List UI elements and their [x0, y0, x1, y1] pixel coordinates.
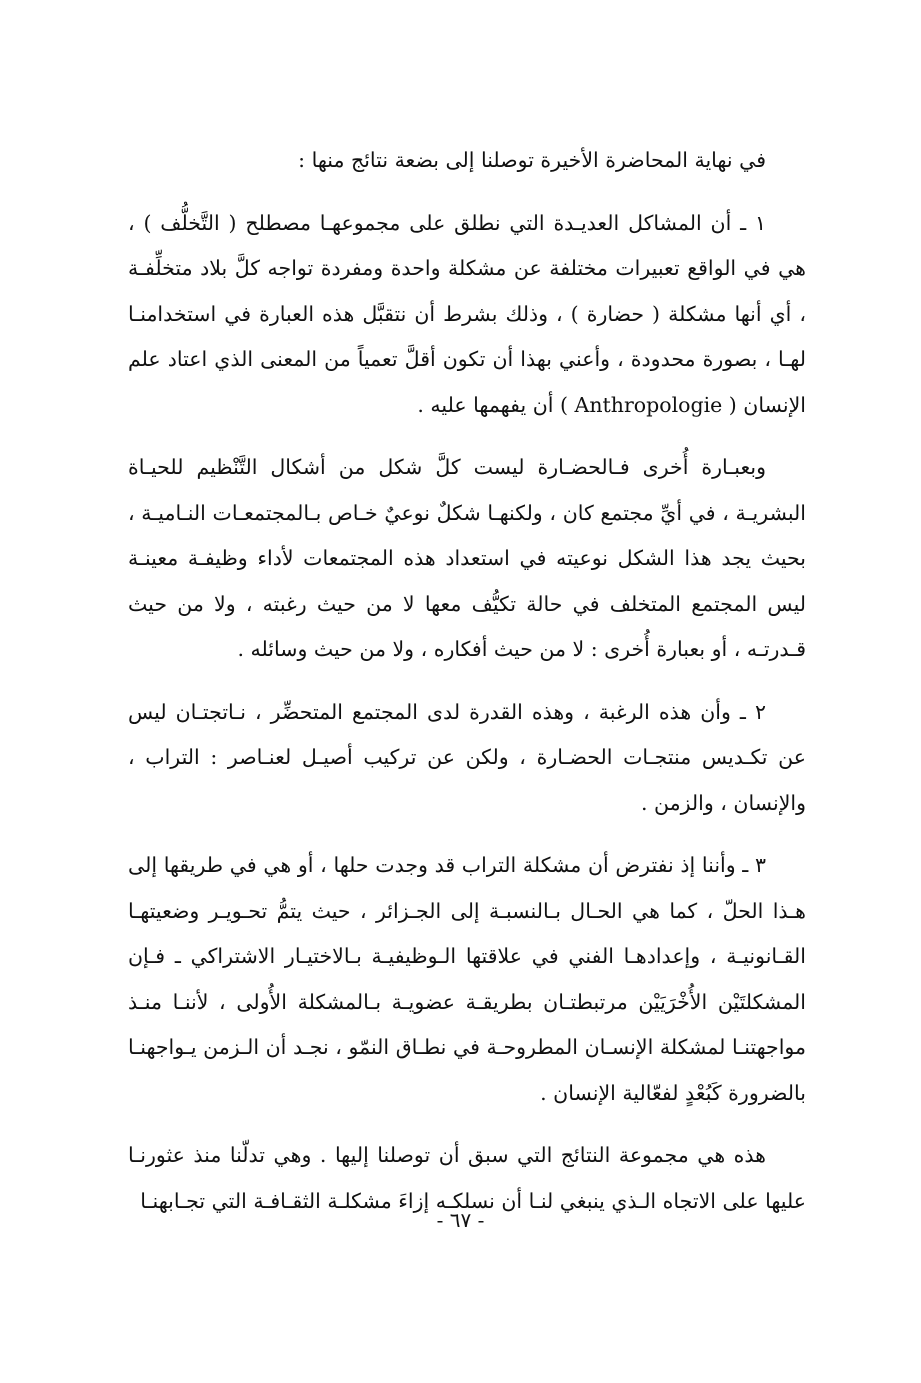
intro-line: في نهاية المحاضرة الأخيرة توصلنا إلى بضعة نتائج منها : [298, 148, 766, 172]
point-2-paragraph: ٢ ـ وأن هذه الرغبة ، وهذه القدرة لدى المجتمع المتحضِّر ، نـاتجتـان ليس عن تكـديس منتجـات الحضـارة ، ولكن عن تركيب أصيـل لعنـاصر : التراب ، والإنسان ، والزمن . [128, 699, 806, 815]
point-1-paragraph: ١ ـ أن المشاكل العديـدة التي نطلق على مجموعهـا مصطلح ( التَّخلُّف ) ، هي في الواقع تعبيرات مختلفة عن مشكلة واحدة ومفردة تواجه كلَّ بلاد متخلِّفـة ، أي أنها مشكلة ( حضارة ) ، وذلك بشرط أن نتقبَّل هذه العبارة في استخدامنـا لهـا ، بصورة محدودة ، وأعني بهذا أن تكون أقلَّ تعمياً من المعنى الذي اعتاد علم الإنسان ( Anthropologie ) أن يفهمها عليه . [128, 210, 806, 417]
body-text [128, 138, 806, 1224]
paragraph-2: وبعبـارة أُخرى فـالحضـارة ليست كلَّ شكل من أشكال التَّنْظيم للحيـاة البشريـة ، في أيِّ مجتمع كان ، ولكنهـا شكلٌ نوعيٌ خـاص بـالمجتمعـات النـاميـة ، بحيث يجد هذا الشكل نوعيته في استعداد هذه المجتمعات لأداء وظيفـة معينـة ليس المجتمع المتخلف في حالة تكيُّف معها لا من حيث رغبته ، ولا من حيث قـدرتـه ، أو بعبارة أُخرى : لا من حيث أفكاره ، ولا من حيث وسائله . [128, 455, 806, 661]
point-3-paragraph: ٣ ـ وأننا إذ نفترض أن مشكلة التراب قد وجدت حلها ، أو هي في طريقها إلى هـذا الحلّ ، كما هي الحـال بـالنسبـة إلى الجـزائر ، حيث يتمُّ تحـويـر وضعيتهـا القـانونيـة ، وإعدادهـا الفني في علاقتها الـوظيفيـة بـالاختيـار الاشتراكي ـ فـإن المشكلتَيْن الأُخْرَيَيْن مرتبطتـان بطريقـة عضويـة بـالمشكلة الأُولى ، لأننـا منـذ مواجهتنـا لمشكلة الإنسـان المطروحـة في نطـاق النمّو ، نجـد أن الـزمن يـواجهنـا بالضرورة كَبُعْدٍ لفعّالية الإنسان . [128, 853, 806, 1105]
page-number: - ٦٧ - [436, 1208, 485, 1232]
closing-paragraph: هذه هي مجموعة النتائج التي سبق أن توصلنا إليها . وهي تدلّنا منذ عثورنـا عليها على الاتجاه الـذي ينبغي لنـا أن نسلكـه إزاءَ مشكلـة الثقـافـة التي تجـابهنـا [128, 1143, 806, 1213]
